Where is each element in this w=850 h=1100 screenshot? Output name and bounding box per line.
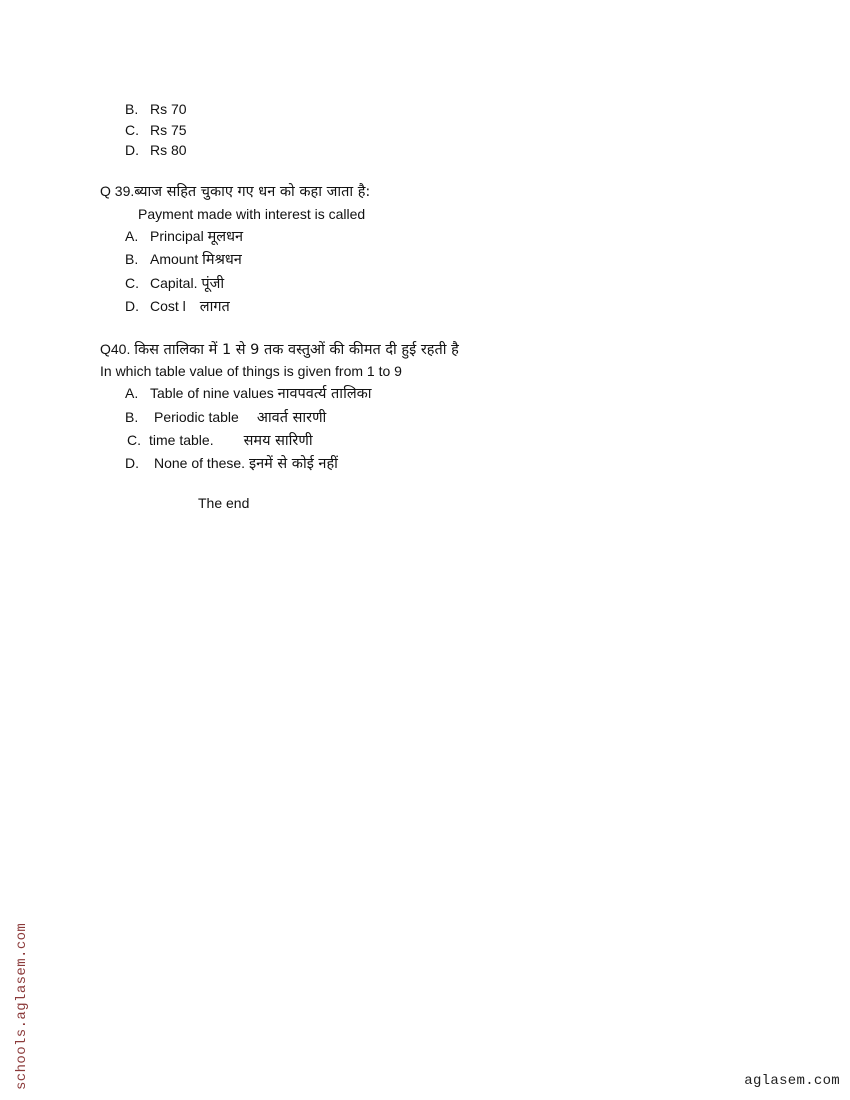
option-letter: B. [125,101,139,117]
option-hindi: मिश्रधन [202,252,242,268]
option-hindi: समय सारिणी [243,433,313,449]
option-english: Amount [150,251,199,267]
option-row [125,121,187,139]
option-row [125,274,224,293]
question-number: Q40. [100,341,131,357]
option-row [125,100,187,118]
option-text: Rs 80 [150,142,187,158]
option-hindi: इनमें से कोई नहीं [248,456,338,472]
option-english: Cost l [150,298,186,314]
question-40-heading [100,340,459,359]
question-number: Q 39. [100,183,135,199]
option-english: time table. [149,432,214,448]
option-english: Table of nine values [150,385,274,401]
option-hindi: मूलधन [207,229,244,245]
option-row [125,141,187,159]
option-letter: B. [125,251,139,267]
option-letter: D. [125,455,139,471]
question-39-heading [100,182,370,201]
option-text: Rs 70 [150,101,187,117]
option-row [125,250,242,269]
option-english: Capital. [150,275,198,291]
question-40-english: In which table value of things is given from 1 to 9 [100,363,402,379]
option-row [125,384,372,403]
question-hindi-text: ब्याज सहित चुकाए गए धन को कहा जाता है: [134,184,371,200]
option-letter: C. [125,122,139,138]
option-row [125,297,230,316]
option-letter: C. [127,432,141,448]
question-hindi-text: किस तालिका में 1 से 9 तक वस्तुओं की कीमत दी हुई रहती है [134,342,459,358]
option-hindi: पूंजी [201,276,225,292]
option-row [125,408,326,427]
option-letter: A. [125,228,139,244]
option-text: Rs 75 [150,122,187,138]
side-watermark: schools.aglasem.com [14,922,30,1090]
option-english: Periodic table [154,409,239,425]
option-row [125,227,243,246]
option-letter: C. [125,275,139,291]
option-hindi: नावपवर्त्य तालिका [277,386,372,402]
option-letter: B. [125,409,139,425]
option-hindi: आवर्त सारणी [256,410,327,426]
option-letter: A. [125,385,139,401]
option-hindi: लागत [199,299,230,315]
question-39-english: Payment made with interest is called [138,206,366,222]
option-letter: D. [125,142,139,158]
option-row [125,454,338,473]
footer-watermark: aglasem.com [744,1073,840,1089]
option-english: None of these. [154,455,246,471]
end-text: The end [198,495,250,511]
option-letter: D. [125,298,139,314]
option-row [127,431,313,450]
option-english: Principal [150,228,204,244]
